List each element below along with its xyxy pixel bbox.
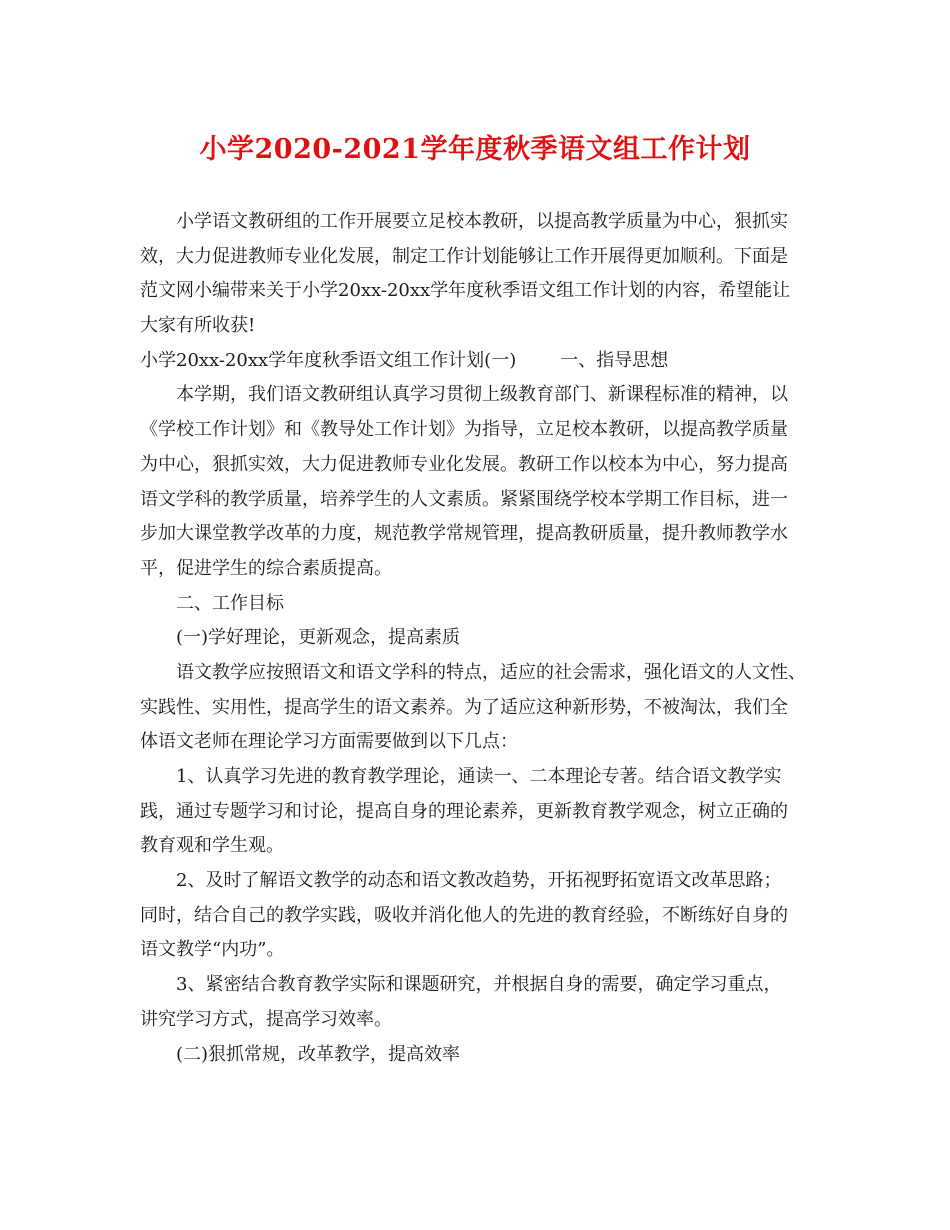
subtitle-line bbox=[140, 344, 820, 379]
paragraph-line: 大家有所收获! bbox=[140, 315, 256, 337]
paragraph-line: 本学期，我们语文教研组认真学习贯彻上级教育部门、新课程标准的精神，以 bbox=[176, 384, 788, 406]
document-body bbox=[140, 205, 820, 1072]
subsection-heading: (一)学好理论，更新观念，提高素质 bbox=[176, 627, 461, 649]
list-item-line: 践，通过专题学习和讨论，提高自身的理论素养，更新教育教学观念，树立正确的 bbox=[140, 800, 788, 822]
paragraph-line: 平，促进学生的综合素质提高。 bbox=[140, 557, 392, 579]
paragraph-line: 步加大课堂教学改革的力度，规范教学常规管理，提高教研质量，提升教师教学水 bbox=[140, 523, 788, 545]
paragraph-line: 《学校工作计划》和《教导处工作计划》为指导，立足校本教研，以提高教学质量 bbox=[140, 419, 788, 441]
list-item-line: 2、及时了解语文教学的动态和语文教改趋势，开拓视野拓宽语文改革思路； bbox=[176, 870, 782, 892]
paragraph-line: 体语文老师在理论学习方面需要做到以下几点： bbox=[140, 731, 518, 753]
paragraph-line: 实践性、实用性，提高学生的语文素养。为了适应这种新形势，不被淘汰，我们全 bbox=[140, 696, 788, 718]
subsection-heading: (二)狠抓常规，改革教学，提高效率 bbox=[176, 1043, 461, 1065]
document-title: 小学2020-2021学年度秋季语文组工作计划 bbox=[199, 134, 751, 165]
paragraph-line: 语文学科的教学质量，培养学生的人文素质。紧紧围绕学校本学期工作目标，进一 bbox=[140, 488, 788, 510]
list-item-line: 3、紧密结合教育教学实际和课题研究，并根据自身的需要，确定学习重点， bbox=[176, 974, 782, 996]
list-item-line: 语文教学“内功”。 bbox=[140, 939, 285, 961]
paragraph-line: 效，大力促进教师专业化发展，制定工作计划能够让工作开展得更加顺利。下面是 bbox=[140, 245, 788, 267]
sub-plan-heading: 小学20xx-20xx学年度秋季语文组工作计划(一) bbox=[140, 349, 517, 371]
section-heading-guiding-ideology: 一、指导思想 bbox=[560, 349, 669, 371]
list-item-line: 讲究学习方式，提高学习效率。 bbox=[140, 1008, 392, 1030]
list-item-line: 1、认真学习先进的教育教学理论，通读一、二本理论专著。结合语文教学实 bbox=[176, 766, 782, 787]
list-item-line: 教育观和学生观。 bbox=[140, 835, 284, 857]
list-item-line: 同时，结合自己的教学实践，吸收并消化他人的先进的教育经验，不断练好自身的 bbox=[140, 904, 788, 926]
paragraph-line: 小学语文教研组的工作开展要立足校本教研，以提高教学质量为中心，狠抓实 bbox=[176, 211, 788, 232]
paragraph-line: 语文教学应按照语文和语文学科的特点，适应的社会需求，强化语文的人文性、 bbox=[176, 661, 806, 683]
paragraph-line: 为中心，狠抓实效，大力促进教师专业化发展。教研工作以校本为中心，努力提高 bbox=[140, 453, 788, 475]
section-heading-work-goals: 二、工作目标 bbox=[176, 592, 284, 614]
paragraph-line: 范文网小编带来关于小学20xx-20xx学年度秋季语文组工作计划的内容，希望能让 bbox=[140, 280, 791, 302]
